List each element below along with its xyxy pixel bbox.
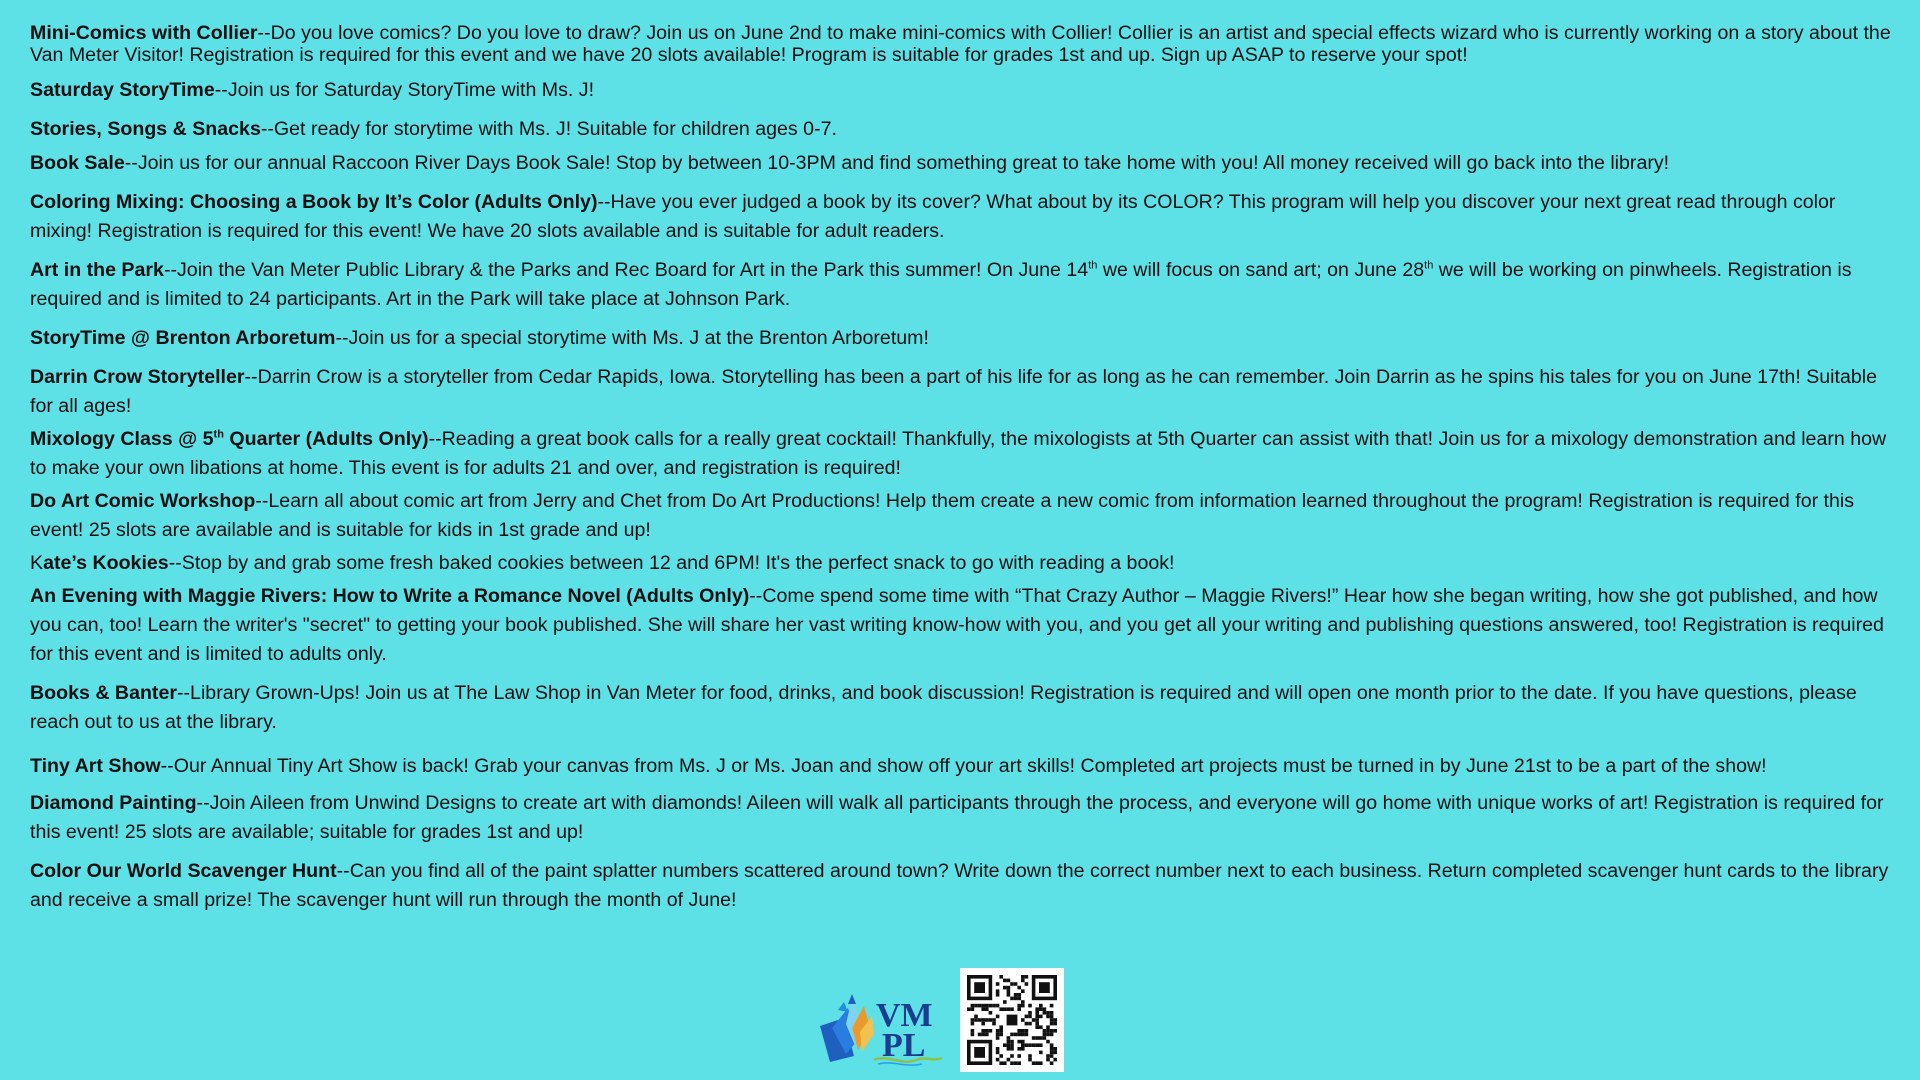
event-coloring-mixing: Coloring Mixing: Choosing a Book by It’s Color (Adults Only)--Have you ever judged a book by its cover? What about by its COLOR? This program will help you discover your next great read through color mixing! Registration is required for this event! We have 20 slots available and is suitable for adult readers.: [30, 191, 1836, 242]
ordinal-suffix: th: [213, 428, 224, 441]
event-tiny-art-show: Tiny Art Show--Our Annual Tiny Art Show is back! Grab your canvas from Ms. J or Ms. Joan and show off your art skills! Completed art projects must be turned in by June 21st to be a part of the show!: [30, 755, 1767, 777]
event-description: we will be working on pinwheels. Registration is required and is limited to 24 participants. Art in the Park will take place at Johnson Park.: [30, 259, 1852, 310]
event-scavenger-hunt: Color Our World Scavenger Hunt--Can you find all of the paint splatter numbers scattered around town? Write down the correct number next to each business. Return completed scavenger hunt cards to the library and receive a small prize! The scavenger hunt will run through the month of June!: [30, 860, 1889, 911]
event-description: Stop by and grab some fresh baked cookies between 12 and 6PM! It's the perfect snack to go with reading a book!: [181, 552, 1175, 574]
event-title: Color Our World Scavenger Hunt: [30, 860, 337, 882]
event-description: Can you find all of the paint splatter numbers scattered around town? Write down the correct number next to each business. Return completed scavenger hunt cards to the library and receive a small prize! The scavenger hunt will run through the month of June!: [30, 860, 1889, 911]
event-description: Come spend some time with “That Crazy Author – Maggie Rivers!” Hear how she began writing, how she got published, and how you can, too! Learn the writer's "secret" to getting your book published. She will share her vast writing know-how with you, and you get all your writing and publishing questions answered, too! Registration is required for this event and is limited to adults only.: [30, 585, 1884, 665]
event-title: Coloring Mixing: Choosing a Book by It’s Color (Adults Only): [30, 191, 598, 213]
event-darrin-crow: Darrin Crow Storyteller--Darrin Crow is a storyteller from Cedar Rapids, Iowa. Storytelling has been a part of his life for as long as he can remember. Join Darrin as he spins his tales for you on June 17th! Suitable for all ages!: [30, 366, 1878, 417]
event-description: Do you love comics? Do you love to draw? Join us on June 2nd to make mini-comics with Collier! Collier is an artist and special effects wizard who is currently working on a story about the Van Meter Visitor! Registration is required for this event and we have 20 slots available! Program is suitable for grades 1st and up. Sign up ASAP to reserve your spot!: [30, 22, 1891, 66]
event-description: Library Grown-Ups! Join us at The Law Shop in Van Meter for food, drinks, and book discussion! Registration is required and will open one month prior to the date. If you have questions, please reach out to us at the library.: [30, 682, 1857, 733]
event-saturday-storytime: Saturday StoryTime--Join us for Saturday StoryTime with Ms. J!: [30, 79, 595, 101]
event-kates-kookies: Kate’s Kookies--Stop by and grab some fresh baked cookies between 12 and 6PM! It's the perfect snack to go with reading a book!: [30, 552, 1175, 574]
event-title: Book Sale: [30, 152, 125, 174]
event-art-in-the-park: Art in the Park--Join the Van Meter Public Library & the Parks and Rec Board for Art in the Park this summer! On June 14th we will focus on sand art; on June 28th we will be working on pinwheels. Registration is required and is limited to 24 participants. Art in the Park will take place at Johnson Park.: [30, 259, 1852, 310]
event-description: Join us for our annual Raccoon River Days Book Sale! Stop by between 10-3PM and find something great to take home with you! All money received will go back into the library!: [137, 152, 1670, 174]
event-description: Darrin Crow is a storyteller from Cedar Rapids, Iowa. Storytelling has been a part of his life for as long as he can remember. Join Darrin as he spins his tales for you on June 17th! Suitable for all ages!: [30, 366, 1878, 417]
event-title: ate’s Kookies: [43, 552, 169, 574]
event-description: Reading a great book calls for a really great cocktail! Thankfully, the mixologists at 5th Quarter can assist with that! Join us for a mixology demonstration and learn how to make your own libations at home. This event is for adults 21 and over, and registration is required!: [30, 428, 1887, 479]
event-title: Art in the Park: [30, 259, 164, 281]
event-title: Do Art Comic Workshop: [30, 490, 256, 512]
event-description: Learn all about comic art from Jerry and Chet from Do Art Productions! Help them create a new comic from information learned throughout the program! Registration is required for this event! 25 slots are available and is suitable for kids in 1st grade and up!: [30, 490, 1855, 541]
event-mini-comics: Mini-Comics with Collier--Do you love comics? Do you love to draw? Join us on June 2nd to make mini-comics with Collier! Collier is an artist and special effects wizard who is currently working on a story about the Van Meter Visitor! Registration is required for this event and we have 20 slots available! Program is suitable for grades 1st and up. Sign up ASAP to reserve your spot!: [30, 22, 1891, 66]
event-diamond-painting: Diamond Painting--Join Aileen from Unwind Designs to create art with diamonds! Aileen will walk all participants through the process, and everyone will go home with unique works of art! Registration is required for this event! 25 slots are available; suitable for grades 1st and up!: [30, 792, 1884, 843]
event-description: Our Annual Tiny Art Show is back! Grab your canvas from Ms. J or Ms. Joan and show off your art skills! Completed art projects must be turned in by June 21st to be a part of the show!: [173, 755, 1767, 777]
event-title: StoryTime @ Brenton Arboretum: [30, 327, 336, 349]
event-title: Tiny Art Show: [30, 755, 161, 777]
qr-code: [960, 968, 1064, 1072]
event-title: Diamond Painting: [30, 792, 197, 814]
event-list: [30, 22, 1892, 925]
ordinal-suffix: th: [1424, 259, 1434, 272]
event-stories-songs-snacks: Stories, Songs & Snacks--Get ready for storytime with Ms. J! Suitable for children ages 0-7.: [30, 118, 837, 140]
event-books-banter: Books & Banter--Library Grown-Ups! Join us at The Law Shop in Van Meter for food, drinks, and book discussion! Registration is required and will open one month prior to the date. If you have questions, please reach out to us at the library.: [30, 682, 1857, 733]
event-do-art-comic: Do Art Comic Workshop--Learn all about comic art from Jerry and Chet from Do Art Productions! Help them create a new comic from information learned throughout the program! Registration is required for this event! 25 slots are available and is suitable for kids in 1st grade and up!: [30, 490, 1855, 541]
event-mixology-class: Mixology Class @ 5th Quarter (Adults Only)--Reading a great book calls for a really great cocktail! Thankfully, the mixologists at 5th Quarter can assist with that! Join us for a mixology demonstration and learn how to make your own libations at home. This event is for adults 21 and over, and registration is required!: [30, 428, 1887, 479]
qr-code-pattern: [960, 968, 1064, 1072]
event-description: Join the Van Meter Public Library & the Parks and Rec Board for Art in the Park this summer! On June 14: [177, 259, 1089, 281]
event-title-initial: K: [30, 552, 44, 574]
event-description: we will focus on sand art; on June 28: [1097, 259, 1425, 281]
vmpl-logo: [818, 988, 946, 1066]
event-title: An Evening with Maggie Rivers: How to Write a Romance Novel (Adults Only): [30, 585, 750, 607]
event-title: Mini-Comics with Collier: [30, 22, 258, 44]
event-title: Books & Banter: [30, 682, 177, 704]
event-title: Stories, Songs & Snacks: [30, 118, 261, 140]
event-title: Mixology Class @ 5th Quarter (Adults Only): [30, 428, 429, 450]
logo-text-line2: PL: [882, 1027, 926, 1064]
event-description: Join us for a special storytime with Ms. J at the Brenton Arboretum!: [348, 327, 929, 349]
event-title: Darrin Crow Storyteller: [30, 366, 245, 388]
event-description: Get ready for storytime with Ms. J! Suitable for children ages 0-7.: [273, 118, 837, 140]
book-icon: [820, 994, 874, 1062]
logo-text-line1: VM: [876, 997, 933, 1034]
event-description: Join Aileen from Unwind Designs to create art with diamonds! Aileen will walk all participants through the process, and everyone will go home with unique works of art! Registration is required for this event! 25 slots are available; suitable for grades 1st and up!: [30, 792, 1884, 843]
event-title: Saturday StoryTime: [30, 79, 215, 101]
ordinal-suffix: th: [1088, 259, 1098, 272]
event-book-sale: Book Sale--Join us for our annual Raccoon River Days Book Sale! Stop by between 10-3PM and find something great to take home with you! All money received will go back into the library!: [30, 152, 1670, 174]
event-maggie-rivers: An Evening with Maggie Rivers: How to Write a Romance Novel (Adults Only)--Come spend some time with “That Crazy Author – Maggie Rivers!” Hear how she began writing, how she got published, and how you can, too! Learn the writer's "secret" to getting your book published. She will share her vast writing know-how with you, and you get all your writing and publishing questions answered, too! Registration is required for this event and is limited to adults only.: [30, 585, 1884, 665]
event-storytime-arboretum: StoryTime @ Brenton Arboretum--Join us for a special storytime with Ms. J at the Brenton Arboretum!: [30, 327, 929, 349]
event-description: Have you ever judged a book by its cover? What about by its COLOR? This program will help you discover your next great read through color mixing! Registration is required for this event! We have 20 slots available and is suitable for adult readers.: [30, 191, 1836, 242]
event-description: Join us for Saturday StoryTime with Ms. J!: [227, 79, 595, 101]
footer: [818, 966, 1068, 1072]
